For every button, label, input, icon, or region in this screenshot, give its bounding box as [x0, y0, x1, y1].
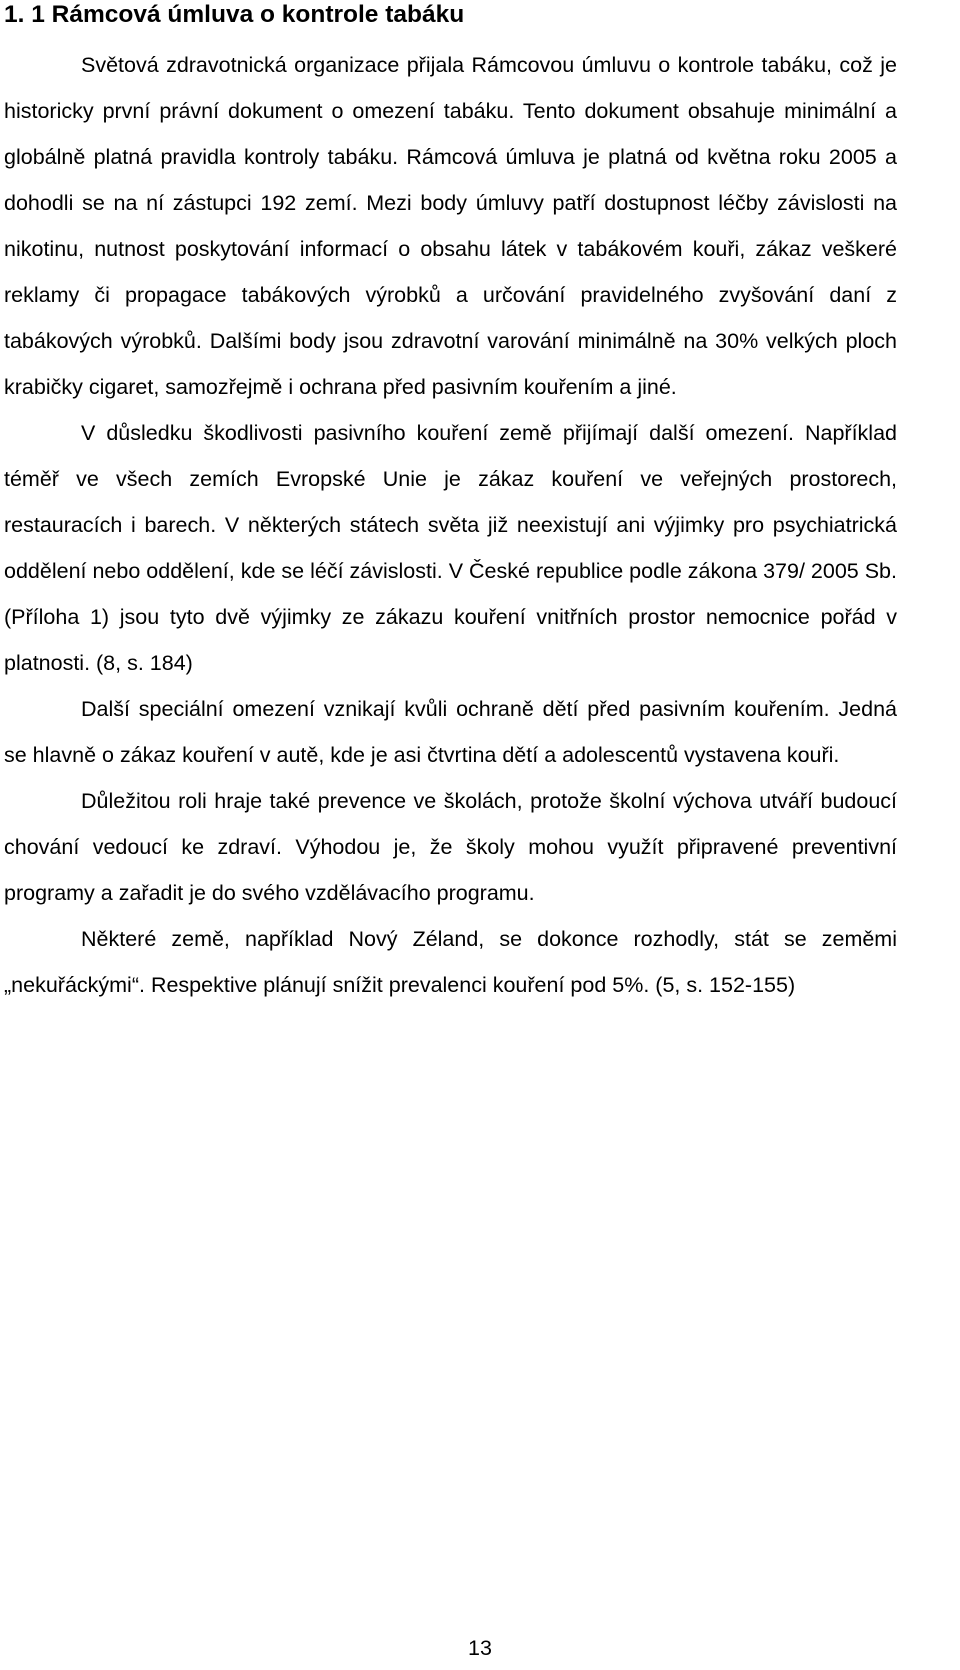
- paragraph-framework-convention: Světová zdravotnická organizace přijala Rámcovou úmluvu o kontrole tabáku, což je historicky první právní dokument o omezení tabáku. Tento dokument obsahuje minimální a globálně platná pravidla kontroly tabáku. Rámcová úmluva je platná od května roku 2005 a dohodli se na ní zástupci 192 zemí. Mezi body úmluvy patří dostupnost léčby závislosti na nikotinu, nutnost poskytování informací o obsahu látek v tabákovém kouři, zákaz veškeré reklamy či propagace tabákových výrobků a určování pravidelného zvyšování daní z tabákových výrobků. Dalšími body jsou zdravotní varování minimálně na 30% velkých ploch krabičky cigaret, samozřejmě i ochrana před pasivním kouřením a jiné.: [4, 53, 897, 399]
- page-number: 13: [468, 1636, 492, 1660]
- body-text: [4, 42, 897, 1008]
- paragraph-smoke-free-countries: Některé země, například Nový Zéland, se dokonce rozhodly, stát se zeměmi „nekuřáckými“. Respektive plánují snížit prevalenci kouření pod 5%. (5, s. 152-155): [4, 927, 897, 997]
- paragraph-passive-smoking-restrictions: V důsledku škodlivosti pasivního kouření země přijímají další omezení. Například téměř ve všech zemích Evropské Unie je zákaz kouření ve veřejných prostorech, restauracích i barech. V některých státech světa již neexistují ani výjimky pro psychiatrická oddělení nebo oddělení, kde se léčí závislosti. V České republice podle zákona 379/ 2005 Sb. (Příloha 1) jsou tyto dvě výjimky ze zákazu kouření vnitřních prostor nemocnice pořád v platnosti. (8, s. 184): [4, 421, 897, 675]
- paragraph-child-protection: Další speciální omezení vznikají kvůli ochraně dětí před pasivním kouřením. Jedná se hlavně o zákaz kouření v autě, kde je asi čtvrtina dětí a adolescentů vystavena kouři.: [4, 697, 897, 767]
- section-heading: 1. 1 Rámcová úmluva o kontrole tabáku: [4, 1, 465, 28]
- paragraph-school-prevention: Důležitou roli hraje také prevence ve školách, protože školní výchova utváří budoucí chování vedoucí ke zdraví. Výhodou je, že školy mohou využít připravené preventivní programy a zařadit je do svého vzdělávacího programu.: [4, 789, 897, 905]
